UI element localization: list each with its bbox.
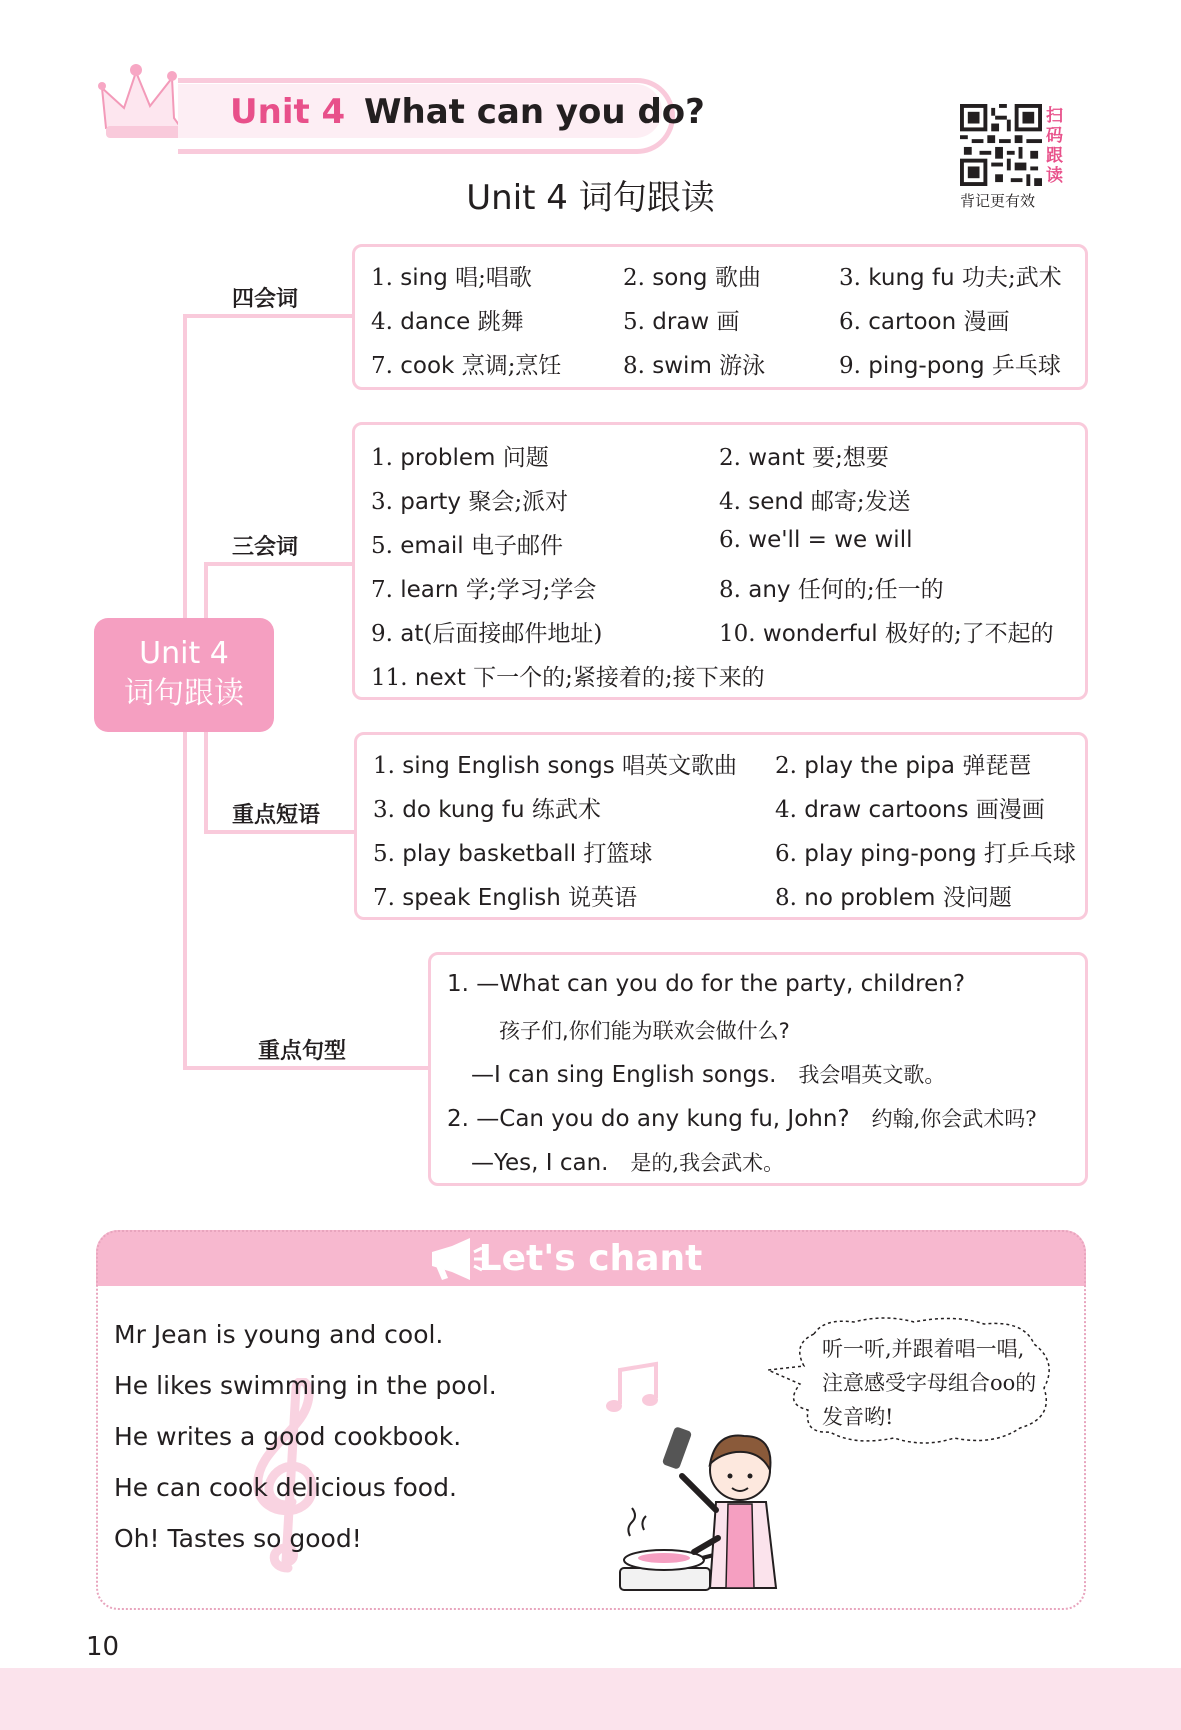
footer-band <box>0 1668 1181 1730</box>
vocab-item: 1. sing 唱;唱歌 <box>371 265 532 291</box>
sentence-1-question: 1. —What can you do for the party, children? <box>447 971 966 997</box>
qr-code-icon[interactable] <box>960 104 1042 186</box>
phrase-item: 4. draw cartoons 画漫画 <box>775 797 1045 823</box>
vocab-item: 8. any 任何的;任一的 <box>719 577 944 603</box>
phrase-item: 3. do kung fu 练武术 <box>373 797 601 823</box>
vocab-item: 2. want 要;想要 <box>719 445 889 471</box>
vocab-item: 6. we'll = we will <box>719 527 913 553</box>
phrase-item: 2. play the pipa 弹琵琶 <box>775 753 1032 779</box>
music-note-icon <box>604 1360 664 1420</box>
vocab-item: 1. problem 问题 <box>371 445 549 471</box>
vocab-item: 5. draw 画 <box>623 309 740 335</box>
phrase-item: 8. no problem 没问题 <box>775 885 1012 911</box>
vocab-item: 9. at(后面接邮件地址) <box>371 621 603 647</box>
branch-line-sentences <box>183 1066 429 1070</box>
chant-title: Let's chant <box>478 1238 703 1279</box>
vocab-item: 3. kung fu 功夫;武术 <box>839 265 1062 291</box>
scan-to-read-label: 扫码跟读 <box>1046 106 1063 186</box>
sentence-2-answer: —Yes, I can. 是的,我会武术。 <box>471 1150 785 1176</box>
vocab-item: 3. party 聚会;派对 <box>371 489 569 515</box>
three-skill-label: 三会词 <box>232 535 299 560</box>
center-node-line1: Unit 4 <box>139 636 229 671</box>
unit-label: Unit 4 <box>230 92 346 132</box>
speech-bubble-text: 听一听,并跟着唱一唱,注意感受字母组合oo的发音哟! <box>822 1337 1037 1429</box>
chant-line: He writes a good cookbook. <box>114 1422 462 1451</box>
vocab-item: 5. email 电子邮件 <box>371 533 564 559</box>
page-subtitle: Unit 4 词句跟读 <box>466 178 715 218</box>
sentence-1-question-zh: 孩子们,你们能为联欢会做什么? <box>499 1019 790 1043</box>
phrase-item: 1. sing English songs 唱英文歌曲 <box>373 753 738 779</box>
vocab-item: 8. swim 游泳 <box>623 353 766 379</box>
phrase-item: 7. speak English 说英语 <box>373 885 638 911</box>
chant-line: Oh! Tastes so good! <box>114 1524 362 1553</box>
branch-line-phrases <box>204 830 354 834</box>
unit-title: What can you do? <box>364 92 705 132</box>
qr-caption: 背记更有效 <box>960 192 1036 210</box>
sentences-box <box>428 952 1088 1186</box>
phrases-label: 重点短语 <box>232 803 321 828</box>
branch-line-four <box>183 314 355 318</box>
vocab-item: 7. learn 学;学习;学会 <box>371 577 597 603</box>
chant-line: He can cook delicious food. <box>114 1473 457 1502</box>
sentences-label: 重点句型 <box>258 1039 347 1064</box>
page-number: 10 <box>86 1632 120 1662</box>
boy-cooking-illustration <box>610 1418 810 1598</box>
vocab-item: 6. cartoon 漫画 <box>839 309 1010 335</box>
four-skill-label: 四会词 <box>232 287 299 312</box>
phrase-item: 5. play basketball 打篮球 <box>373 841 653 867</box>
vocab-item: 2. song 歌曲 <box>623 265 761 291</box>
phrases-box <box>354 732 1088 920</box>
chant-line: Mr Jean is young and cool. <box>114 1320 444 1349</box>
four-skill-box <box>352 244 1088 390</box>
vocab-item: 9. ping-pong 乒乓球 <box>839 353 1061 379</box>
sentence-1-answer: —I can sing English songs. 我会唱英文歌。 <box>471 1062 946 1088</box>
vocab-item: 11. next 下一个的;紧接着的;接下来的 <box>371 665 765 691</box>
phrase-item: 6. play ping-pong 打乒乓球 <box>775 841 1076 867</box>
vocab-item: 10. wonderful 极好的;了不起的 <box>719 621 1054 647</box>
chant-line: He likes swimming in the pool. <box>114 1371 497 1400</box>
center-node <box>94 618 274 732</box>
branch-line-three <box>204 562 354 566</box>
vocab-item: 4. send 邮寄;发送 <box>719 489 911 515</box>
vocab-item: 7. cook 烹调;烹饪 <box>371 353 562 379</box>
center-node-line2: 词句跟读 <box>124 676 244 711</box>
vocab-item: 4. dance 跳舞 <box>371 309 524 335</box>
three-skill-box <box>352 422 1088 700</box>
sentence-2-question: 2. —Can you do any kung fu, John? 约翰,你会武术吗? <box>447 1106 1037 1132</box>
